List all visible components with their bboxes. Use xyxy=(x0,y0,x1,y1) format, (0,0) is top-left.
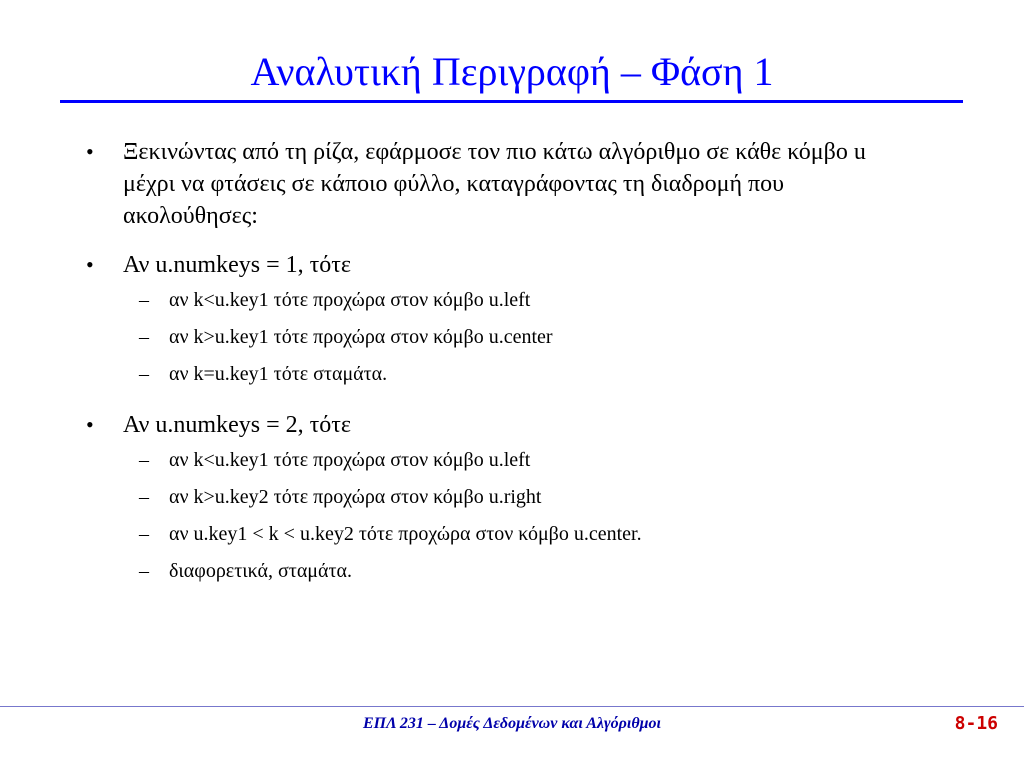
sub-bullet-item xyxy=(139,360,949,388)
sub-bullet-text: αν k=u.key1 τότε σταμάτα. xyxy=(169,363,388,385)
bullet-icon: • xyxy=(86,139,94,164)
dash-icon: – xyxy=(139,326,149,348)
slide-body xyxy=(0,136,1024,585)
dash-icon: – xyxy=(139,523,149,545)
dash-icon: – xyxy=(139,363,149,385)
sub-bullet-item xyxy=(139,557,949,585)
bullet-text: Αν u.numkeys = 2, τότε xyxy=(123,412,351,438)
sub-bullet-text: αν u.key1 < k < u.key2 τότε προχώρα στον κόμβο u.center. xyxy=(169,523,642,545)
sub-bullet-item xyxy=(139,323,949,351)
sub-bullet-item xyxy=(139,483,949,511)
sub-bullet-text: αν k>u.key1 τότε προχώρα στον κόμβο u.center xyxy=(169,326,553,348)
sub-bullet-item xyxy=(139,286,949,314)
sub-bullet-item xyxy=(139,520,949,548)
sub-bullet-item xyxy=(139,446,949,474)
sub-bullet-text: αν k<u.key1 τότε προχώρα στον κόμβο u.left xyxy=(169,449,531,471)
bullet-item xyxy=(86,136,923,232)
dash-icon: – xyxy=(139,289,149,311)
bullet-text: Αν u.numkeys = 1, τότε xyxy=(123,252,351,278)
dash-icon: – xyxy=(139,486,149,508)
bullet-text: Ξεκινώντας από τη ρίζα, εφάρμοσε τον πιο κάτω αλγόριθμο σε κάθε κόμβο u μέχρι να φτάσεις σε κάποιο φύλλο, καταγράφοντας τη διαδρομή που ακολούθησες: xyxy=(123,139,866,229)
dash-icon: – xyxy=(139,449,149,471)
footer-course-title: ΕΠΛ 231 – Δομές Δεδομένων και Αλγόριθμοι xyxy=(362,715,661,732)
sub-bullet-text: αν k<u.key1 τότε προχώρα στον κόμβο u.left xyxy=(169,289,531,311)
page-number: 8-16 xyxy=(954,713,998,734)
dash-icon: – xyxy=(139,560,149,582)
bullet-icon: • xyxy=(86,252,94,277)
sub-bullet-text: διαφορετικά, σταμάτα. xyxy=(169,560,353,582)
bullet-item xyxy=(86,249,923,281)
title-underline xyxy=(60,100,963,103)
bullet-item xyxy=(86,409,923,441)
bullet-icon: • xyxy=(86,412,94,437)
slide-title: Αναλυτική Περιγραφή – Φάση 1 xyxy=(250,49,774,94)
footer-divider xyxy=(0,706,1024,707)
sub-bullet-text: αν k>u.key2 τότε προχώρα στον κόμβο u.right xyxy=(169,486,542,508)
